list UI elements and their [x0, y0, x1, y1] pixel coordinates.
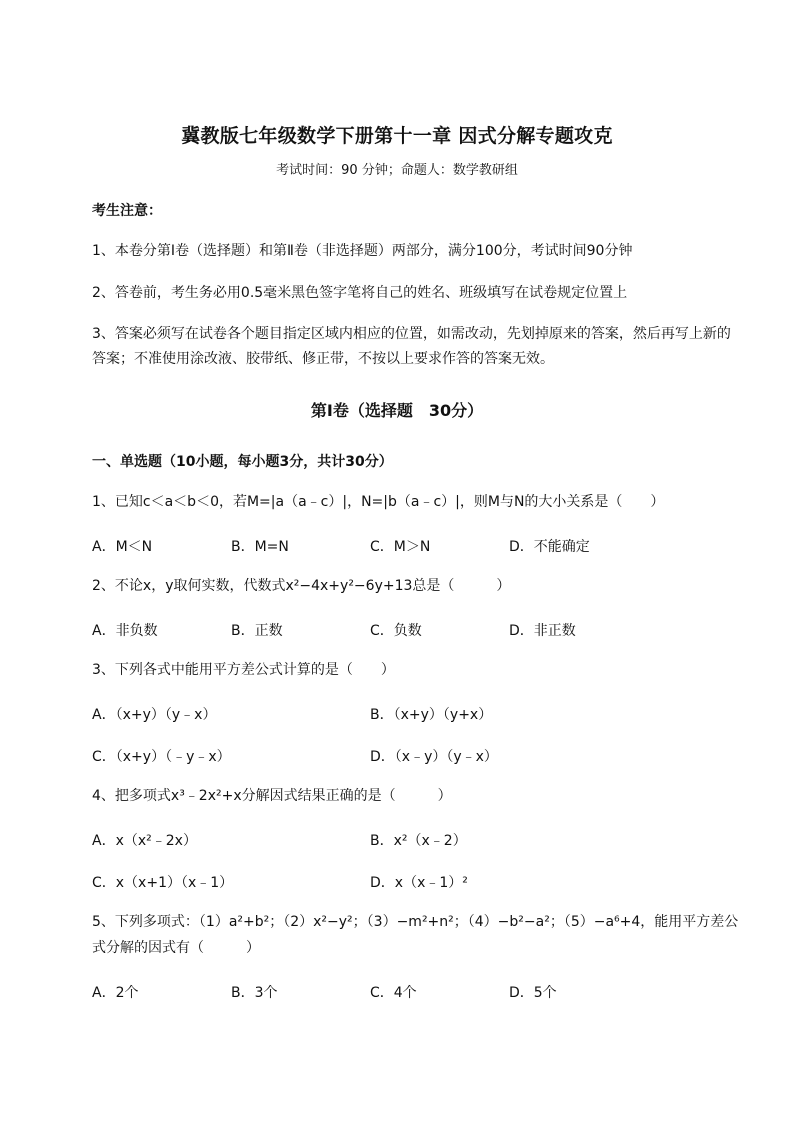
question-3-option-c: C．（x+y）（﹣y﹣x） [92, 749, 231, 765]
question-2-option-b: B．正数 [231, 623, 283, 639]
question-4-option-d: D．x（x﹣1）² [370, 875, 468, 891]
notice-heading: 考生注意： [92, 203, 162, 219]
question-2-stem: 2、不论x，y取何实数，代数式x²−4x+y²−6y+13总是（ ） [92, 578, 511, 594]
question-1-stem: 1、已知c＜a＜b＜0，若M=|a（a﹣c）|，N=|b（a﹣c）|，则M与N的大小关系是（ ） [92, 494, 665, 510]
part-title: 一、单选题（10小题，每小题3分，共计30分） [92, 454, 393, 470]
exam-subtitle: 考试时间：90 分钟；命题人：数学教研组 [276, 163, 518, 178]
question-2-option-d: D．非正数 [509, 623, 576, 639]
question-1-option-c: C．M＞N [370, 539, 431, 555]
exam-title: 冀教版七年级数学下册第十一章 因式分解专题攻克 [181, 125, 613, 147]
question-3-option-a: A．（x+y）（y﹣x） [92, 707, 217, 723]
question-3-stem: 3、下列各式中能用平方差公式计算的是（ ） [92, 662, 395, 678]
question-5-option-b: B．3个 [231, 985, 278, 1001]
question-2-option-a: A．非负数 [92, 623, 158, 639]
section-title: 第Ⅰ卷（选择题 30分） [310, 401, 484, 420]
question-2-option-c: C．负数 [370, 623, 422, 639]
question-3-option-b: B．（x+y）（y+x） [370, 707, 493, 723]
question-4-option-a: A．x（x²﹣2x） [92, 833, 197, 849]
question-3-option-d: D．（x﹣y）（y﹣x） [370, 749, 498, 765]
question-5-option-c: C．4个 [370, 985, 417, 1001]
question-4-stem: 4、把多项式x³﹣2x²+x分解因式结果正确的是（ ） [92, 788, 452, 804]
notice-item-2: 2、答卷前，考生务必用0.5毫米黑色签字笔将自己的姓名、班级填写在试卷规定位置上 [92, 285, 628, 301]
question-1-option-b: B．M=N [231, 539, 289, 555]
question-1-option-a: A．M＜N [92, 539, 153, 555]
question-1-option-d: D．不能确定 [509, 539, 590, 555]
notice-item-3: 3、答案必须写在试卷各个题目指定区域内相应的位置，如需改动，先划掉原来的答案，然后再写上新的答案；不准使用涂改液、胶带纸、修正带，不按以上要求作答的答案无效。 [92, 326, 731, 367]
question-5-option-a: A．2个 [92, 985, 139, 1001]
question-4-option-b: B．x²（x﹣2） [370, 833, 467, 849]
notice-item-1: 1、本卷分第Ⅰ卷（选择题）和第Ⅱ卷（非选择题）两部分，满分100分，考试时间90分钟 [92, 243, 633, 259]
question-5-option-d: D．5个 [509, 985, 557, 1001]
question-4-option-c: C．x（x+1）（x﹣1） [92, 875, 234, 891]
question-5-stem: 5、下列多项式：（1）a²+b²；（2）x²−y²；（3）−m²+n²；（4）−b²−a²；（5）−a⁶+4，能用平方差公式分解的因式有（ ） [92, 914, 739, 956]
